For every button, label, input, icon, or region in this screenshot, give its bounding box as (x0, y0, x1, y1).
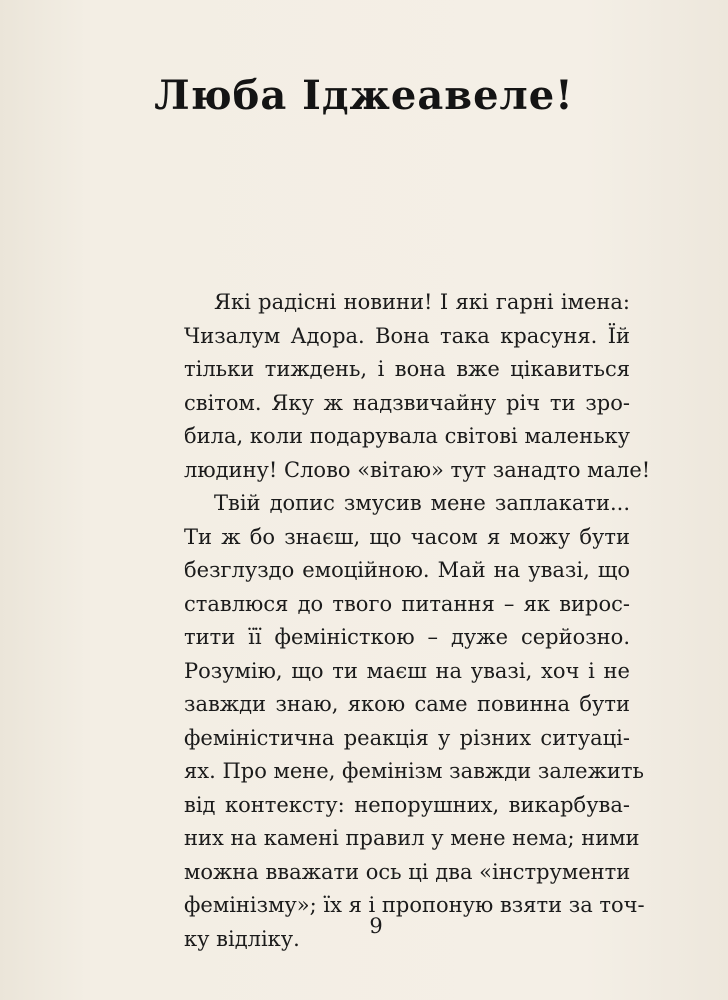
text-line: тити її феміністкою – дуже серйозно. (184, 625, 630, 649)
text-line: завжди знаю, якою саме повинна бути (184, 692, 630, 716)
text-line: безглуздо емоційною. Май на увазі, що (184, 558, 630, 582)
text-line: фемінізму»; їх я і пропоную взяти за точ- (184, 893, 645, 917)
text-line: Твій допис змусив мене заплакати... (214, 491, 630, 515)
letter-heading: Люба Іджеавеле! (154, 72, 574, 119)
text-line: Які радісні новини! І які гарні імена: (214, 290, 630, 314)
letter-body (184, 286, 651, 956)
text-line: ях. Про мене, фемінізм завжди залежить (184, 759, 644, 783)
text-line: них на камені правил у мене нема; ними (184, 826, 640, 850)
text-line: людину! Слово «вітаю» тут занадто мале! (184, 457, 651, 482)
text-line: била, коли подарувала світові маленьку (184, 424, 630, 448)
text-line: Розумію, що ти маєш на увазі, хоч і не (184, 658, 630, 683)
text-line: Чизалум Адора. Вона така красуня. Їй (184, 323, 630, 348)
paragraph-1 (184, 286, 651, 487)
text-line: тільки тиждень, і вона вже цікавиться (184, 357, 630, 381)
text-line: від контексту: непорушних, викарбува- (184, 792, 630, 817)
text-line: ку відліку. (184, 926, 300, 951)
paragraph-2 (184, 487, 645, 956)
text-line: Ти ж бо знаєш, що часом я можу бути (184, 524, 630, 549)
text-line: ставлюся до твого питання – як вирос- (184, 591, 630, 616)
text-line: можна вважати ось ці два «інструменти (184, 859, 631, 884)
text-line: феміністична реакція у різних ситуаці- (184, 725, 630, 750)
page-number: 9 (369, 914, 383, 938)
text-line: світом. Яку ж надзвичайну річ ти зро- (184, 390, 630, 415)
